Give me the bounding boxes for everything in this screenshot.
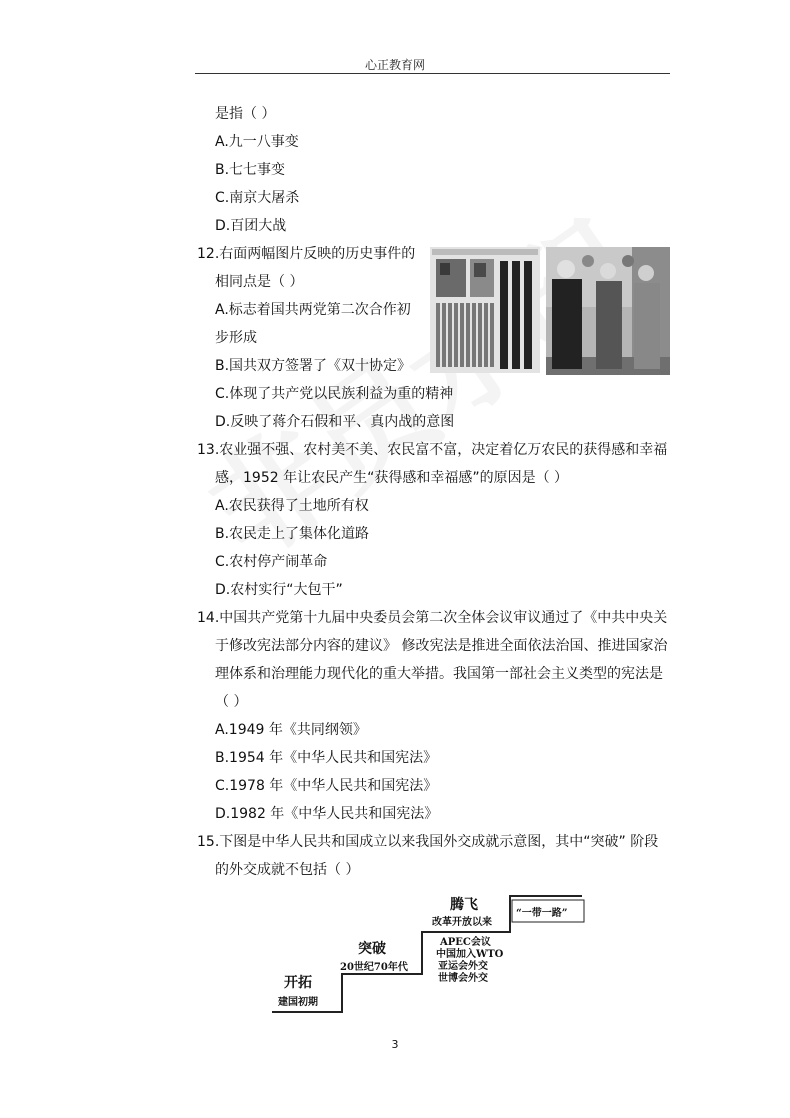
q12-option-b: B.国共双方签署了《双十协定》 bbox=[215, 358, 412, 374]
q14-option-b: B.1954 年《中华人民共和国宪法》 bbox=[215, 750, 438, 766]
achievement-expo: 世博会外交 bbox=[438, 973, 488, 984]
q14-option-a: A.1949 年《共同纲领》 bbox=[215, 722, 367, 738]
q11-option-a: A.九一八事变 bbox=[215, 134, 299, 150]
q12-stem-line1: 12.右面两幅图片反映的历史事件的 bbox=[197, 246, 416, 262]
q12-option-c: C.体现了共产党以民族利益为重的精神 bbox=[215, 386, 454, 402]
achievement-wto: 中国加入WTO bbox=[436, 949, 504, 960]
q14-option-d: D.1982 年《中华人民共和国宪法》 bbox=[215, 806, 439, 822]
q15-stem-line2: 的外交成就不包括（ ） bbox=[215, 862, 360, 878]
q13-stem-line1: 13.农业强不强、农村美不美、农民富不富，决定着亿万农民的获得感和幸福 bbox=[197, 442, 668, 458]
q13-option-d: D.农村实行“大包干” bbox=[215, 582, 343, 598]
header-title: 心正教育网 bbox=[364, 58, 425, 72]
q14-stem-line4: （ ） bbox=[215, 694, 248, 710]
q12-option-d: D.反映了蒋介石假和平、真内战的意图 bbox=[215, 414, 455, 430]
q13-stem-line2: 感，1952 年让农民产生“获得感和幸福感”的原因是（ ） bbox=[215, 470, 569, 486]
q12-stem-line2: 相同点是（ ） bbox=[215, 274, 304, 290]
step3-title: 腾飞 bbox=[450, 897, 478, 913]
q14-stem-line2: 于修改宪法部分内容的建议》 修改宪法是推进全面依法治国、推进国家治 bbox=[215, 638, 668, 654]
achievement-asian-games: 亚运会外交 bbox=[438, 961, 488, 972]
step2-title: 突破 bbox=[358, 941, 386, 957]
q13-option-c: C.农村停产闹革命 bbox=[215, 554, 328, 570]
q14-stem-line1: 14.中国共产党第十九届中央委员会第二次全体会议审议通过了《中共中央关 bbox=[197, 610, 668, 626]
q14-option-c: C.1978 年《中华人民共和国宪法》 bbox=[215, 778, 438, 794]
step1-subtitle: 建国初期 bbox=[278, 997, 318, 1008]
achievement-apec: APEC会议 bbox=[440, 937, 491, 948]
q11-option-b: B.七七事变 bbox=[215, 162, 286, 178]
q12-option-a-line2: 步形成 bbox=[215, 330, 257, 346]
q13-option-a: A.农民获得了土地所有权 bbox=[215, 498, 369, 514]
q15-stem-line1: 15.下图是中华人民共和国成立以来我国外交成就示意图，其中“突破” 阶段 bbox=[197, 834, 659, 850]
page-number: 3 bbox=[391, 1038, 399, 1051]
step3-subtitle: 改革开放以来 bbox=[432, 917, 492, 928]
step2-subtitle: 20世纪70年代 bbox=[340, 962, 408, 973]
q14-stem-line3: 理体系和治理能力现代化的重大举措。我国第一部社会主义类型的宪法是 bbox=[215, 666, 663, 682]
q11-option-c: C.南京大屠杀 bbox=[215, 190, 300, 206]
step1-title: 开拓 bbox=[284, 975, 312, 991]
q13-option-b: B.农民走上了集体化道路 bbox=[215, 526, 370, 542]
belt-road-label: “一带一路” bbox=[516, 908, 568, 919]
q11-option-d: D.百团大战 bbox=[215, 218, 287, 234]
q11-continuation: 是指（ ） bbox=[215, 106, 276, 122]
q12-option-a-line1: A.标志着国共两党第二次合作初 bbox=[215, 302, 411, 318]
